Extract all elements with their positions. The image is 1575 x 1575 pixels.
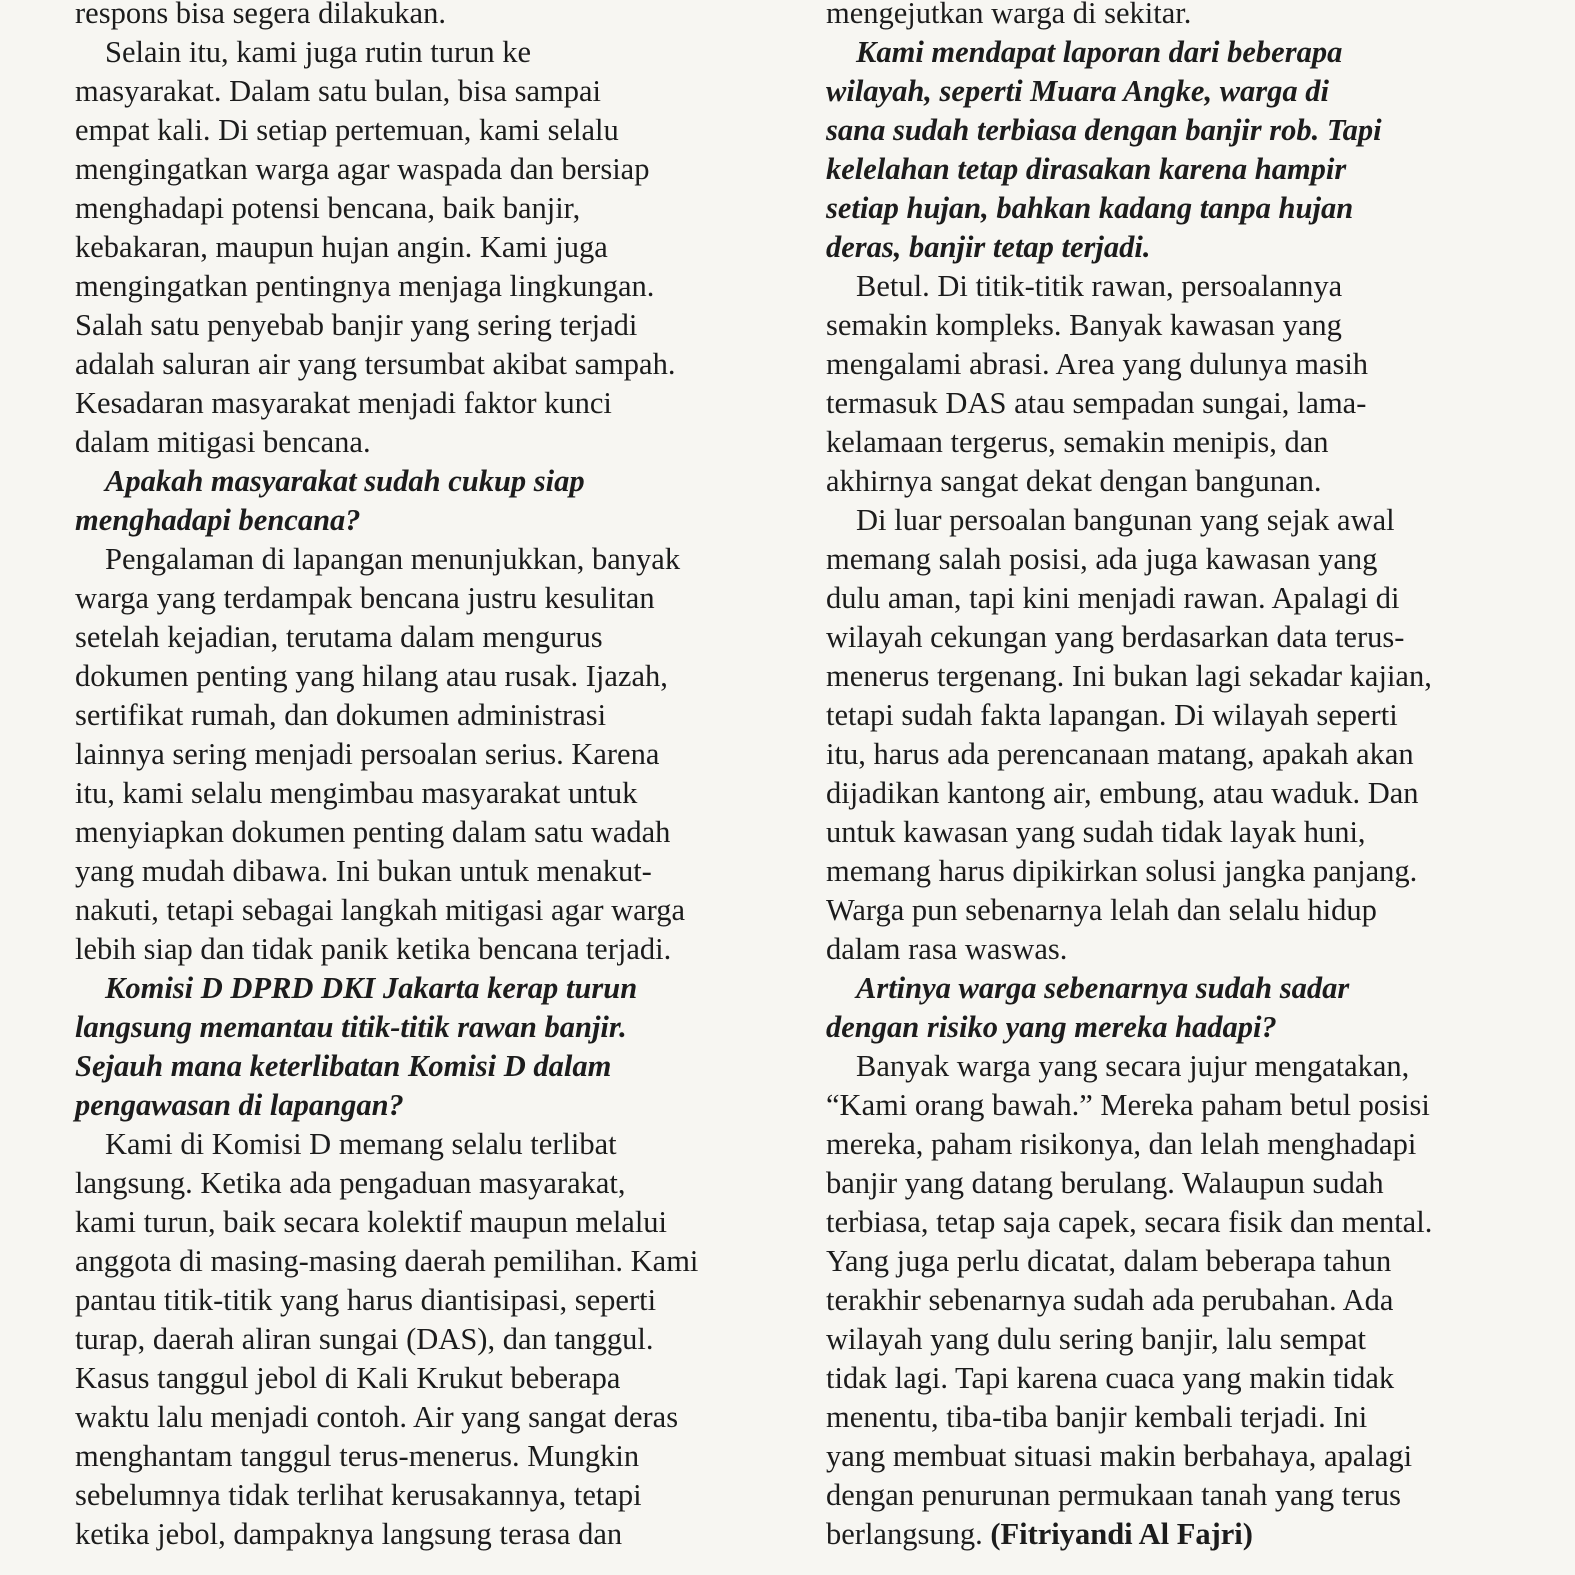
body-text-line (826, 384, 1526, 423)
line-text: akhirnya sangat dekat dengan bangunan. (826, 464, 1322, 498)
body-text-line (75, 423, 775, 462)
body-text-line (75, 267, 775, 306)
line-text: dulu aman, tapi kini menjadi rawan. Apalagi di (826, 581, 1400, 615)
interview-question-line (826, 72, 1526, 111)
line-text: anggota di masing-masing daerah pemilihan. Kami (75, 1244, 699, 1278)
body-text-line (826, 696, 1526, 735)
body-text-line (826, 462, 1526, 501)
body-text-line (826, 306, 1526, 345)
line-text: Sejauh mana keterlibatan Komisi D dalam (75, 1049, 612, 1083)
line-text: menyiapkan dokumen penting dalam satu wadah (75, 815, 671, 849)
body-text-line (826, 852, 1526, 891)
interview-question-line (75, 462, 775, 501)
body-text-line (826, 1242, 1526, 1281)
line-text: dalam mitigasi bencana. (75, 425, 371, 459)
body-text-line (75, 1242, 775, 1281)
body-text-line (75, 657, 775, 696)
body-text-line (75, 1125, 775, 1164)
body-text-line (826, 0, 1526, 33)
body-text-line (75, 72, 775, 111)
line-text: Komisi D DPRD DKI Jakarta kerap turun (105, 971, 638, 1005)
line-text: memang salah posisi, ada juga kawasan yang (826, 542, 1378, 576)
right-column (826, 0, 1526, 1554)
body-text-line (826, 774, 1526, 813)
line-text: langsung memantau titik-titik rawan banjir. (75, 1010, 627, 1044)
body-text-line (75, 579, 775, 618)
line-text: sertifikat rumah, dan dokumen administrasi (75, 698, 607, 732)
line-text: empat kali. Di setiap pertemuan, kami selalu (75, 113, 619, 147)
line-text: termasuk DAS atau sempadan sungai, lama- (826, 386, 1367, 420)
body-text-line (75, 1476, 775, 1515)
body-text-line (826, 1281, 1526, 1320)
interview-question-line (75, 1086, 775, 1125)
interview-question-line (826, 228, 1526, 267)
body-text-line (75, 1359, 775, 1398)
body-text-line (75, 111, 775, 150)
body-text-line (75, 618, 775, 657)
body-text-line (826, 735, 1526, 774)
line-text: banjir yang datang berulang. Walaupun sudah (826, 1166, 1384, 1200)
line-text: pengawasan di lapangan? (75, 1088, 404, 1122)
interview-question-line (826, 150, 1526, 189)
body-text-line (75, 1164, 775, 1203)
body-text-line (75, 813, 775, 852)
line-text: berlangsung. (826, 1517, 983, 1551)
interview-question-line (75, 969, 775, 1008)
line-text: kelamaan tergerus, semakin menipis, dan (826, 425, 1329, 459)
line-text: langsung. Ketika ada pengaduan masyarakat, (75, 1166, 626, 1200)
body-text-line (75, 1398, 775, 1437)
line-text: mengingatkan warga agar waspada dan bersiap (75, 152, 650, 186)
line-text: memang harus dipikirkan solusi jangka panjang. (826, 854, 1418, 888)
line-text: lebih siap dan tidak panik ketika bencana terjadi. (75, 932, 672, 966)
interview-question-line (75, 501, 775, 540)
line-text: menghantam tanggul terus-menerus. Mungkin (75, 1439, 640, 1473)
line-text: kebakaran, maupun hujan angin. Kami juga (75, 230, 608, 264)
body-text-line (826, 267, 1526, 306)
line-text: wilayah yang dulu sering banjir, lalu sempat (826, 1322, 1367, 1356)
line-text: untuk kawasan yang sudah tidak layak huni, (826, 815, 1366, 849)
line-text: semakin kompleks. Banyak kawasan yang (826, 308, 1342, 342)
line-text: menentu, tiba-tiba banjir kembali terjadi. Ini (826, 1400, 1368, 1434)
body-text-line (75, 1281, 775, 1320)
line-text: masyarakat. Dalam satu bulan, bisa sampai (75, 74, 601, 108)
interview-question-line (75, 1008, 775, 1047)
line-text: waktu lalu menjadi contoh. Air yang sangat deras (75, 1400, 679, 1434)
line-text: Kami di Komisi D memang selalu terlibat (105, 1127, 617, 1161)
line-text: dengan risiko yang mereka hadapi? (826, 1010, 1277, 1044)
line-text: sebelumnya tidak terlihat kerusakannya, tetapi (75, 1478, 642, 1512)
body-text-line (826, 1398, 1526, 1437)
line-text: tidak lagi. Tapi karena cuaca yang makin tidak (826, 1361, 1395, 1395)
line-text: Di luar persoalan bangunan yang sejak awal (856, 503, 1395, 537)
body-text-line (826, 501, 1526, 540)
line-text: tetapi sudah fakta lapangan. Di wilayah seperti (826, 698, 1398, 732)
body-text-line (826, 579, 1526, 618)
line-text: yang membuat situasi makin berbahaya, apalagi (826, 1439, 1413, 1473)
body-text-line (826, 1515, 1526, 1554)
body-text-line (75, 774, 775, 813)
body-text-line (75, 852, 775, 891)
line-text: Kasus tanggul jebol di Kali Krukut beberapa (75, 1361, 621, 1395)
body-text-line (826, 540, 1526, 579)
body-text-line (826, 930, 1526, 969)
body-text-line (75, 891, 775, 930)
body-text-line (75, 0, 775, 33)
body-text-line (75, 540, 775, 579)
interview-question-line (75, 1047, 775, 1086)
line-text: menghadapi bencana? (75, 503, 361, 537)
line-text: turap, daerah aliran sungai (DAS), dan tanggul. (75, 1322, 654, 1356)
line-text: wilayah cekungan yang berdasarkan data terus- (826, 620, 1405, 654)
line-text: mengalami abrasi. Area yang dulunya masih (826, 347, 1369, 381)
body-text-line (826, 1086, 1526, 1125)
line-text: terbiasa, tetap saja capek, secara fisik dan mental. (826, 1205, 1433, 1239)
line-text: kami turun, baik secara kolektif maupun melalui (75, 1205, 668, 1239)
interview-question-line (826, 1008, 1526, 1047)
line-text: Kami mendapat laporan dari beberapa (856, 35, 1343, 69)
interview-question-line (826, 111, 1526, 150)
line-text: sana sudah terbiasa dengan banjir rob. Tapi (826, 113, 1382, 147)
line-text: Apakah masyarakat sudah cukup siap (105, 464, 585, 498)
line-text: dengan penurunan permukaan tanah yang terus (826, 1478, 1402, 1512)
line-text: wilayah, seperti Muara Angke, warga di (826, 74, 1330, 108)
body-text-line (75, 228, 775, 267)
line-text: setiap hujan, bahkan kadang tanpa hujan (826, 191, 1354, 225)
body-text-line (75, 150, 775, 189)
line-text: “Kami orang bawah.” Mereka paham betul posisi (826, 1088, 1430, 1122)
line-text: deras, banjir tetap terjadi. (826, 230, 1151, 264)
line-text: Salah satu penyebab banjir yang sering terjadi (75, 308, 638, 342)
body-text-line (75, 189, 775, 228)
body-text-line (826, 1203, 1526, 1242)
body-text-line (826, 1476, 1526, 1515)
body-text-line (826, 1320, 1526, 1359)
line-text: Yang juga perlu dicatat, dalam beberapa tahun (826, 1244, 1392, 1278)
body-text-line (75, 930, 775, 969)
body-text-line (75, 33, 775, 72)
body-text-line (75, 696, 775, 735)
line-text: nakuti, tetapi sebagai langkah mitigasi agar warga (75, 893, 686, 927)
line-text: mengejutkan warga di sekitar. (826, 0, 1192, 30)
body-text-line (826, 891, 1526, 930)
left-column (75, 0, 775, 1554)
line-text: kelelahan tetap dirasakan karena hampir (826, 152, 1347, 186)
line-text: menghadapi potensi bencana, baik banjir, (75, 191, 581, 225)
body-text-line (826, 1125, 1526, 1164)
line-text: terakhir sebenarnya sudah ada perubahan. Ada (826, 1283, 1394, 1317)
body-text-line (826, 1359, 1526, 1398)
line-text: lainnya sering menjadi persoalan serius. Karena (75, 737, 660, 771)
line-text: mereka, paham risikonya, dan lelah menghadapi (826, 1127, 1417, 1161)
line-text: dalam rasa waswas. (826, 932, 1068, 966)
body-text-line (826, 345, 1526, 384)
line-text: itu, harus ada perencanaan matang, apakah akan (826, 737, 1414, 771)
body-text-line (826, 1164, 1526, 1203)
line-text: warga yang terdampak bencana justru kesulitan (75, 581, 655, 615)
line-text: Artinya warga sebenarnya sudah sadar (856, 971, 1350, 1005)
line-text: Kesadaran masyarakat menjadi faktor kunci (75, 386, 612, 420)
interview-question-line (826, 969, 1526, 1008)
body-text-line (75, 1515, 775, 1554)
line-text: itu, kami selalu mengimbau masyarakat untuk (75, 776, 638, 810)
line-text: Warga pun sebenarnya lelah dan selalu hidup (826, 893, 1377, 927)
interview-question-line (826, 189, 1526, 228)
line-text: pantau titik-titik yang harus diantisipasi, seperti (75, 1283, 657, 1317)
body-text-line (826, 813, 1526, 852)
line-text: yang mudah dibawa. Ini bukan untuk menakut- (75, 854, 652, 888)
body-text-line (826, 657, 1526, 696)
line-text: setelah kejadian, terutama dalam mengurus (75, 620, 603, 654)
body-text-line (75, 1437, 775, 1476)
line-text: menerus tergenang. Ini bukan lagi sekadar kajian, (826, 659, 1432, 693)
line-text: Pengalaman di lapangan menunjukkan, banyak (105, 542, 681, 576)
body-text-line (75, 1203, 775, 1242)
line-text: mengingatkan pentingnya menjaga lingkungan. (75, 269, 655, 303)
line-text: Selain itu, kami juga rutin turun ke (105, 35, 532, 69)
body-text-line (826, 423, 1526, 462)
body-text-line (75, 384, 775, 423)
line-text: Banyak warga yang secara jujur mengatakan, (856, 1049, 1410, 1083)
line-text: respons bisa segera dilakukan. (75, 0, 446, 30)
body-text-line (75, 306, 775, 345)
line-text: Betul. Di titik-titik rawan, persoalannya (856, 269, 1343, 303)
body-text-line (75, 735, 775, 774)
body-text-line (826, 1437, 1526, 1476)
body-text-line (75, 1320, 775, 1359)
author-byline: (Fitriyandi Al Fajri) (990, 1517, 1253, 1551)
body-text-line (826, 1047, 1526, 1086)
body-text-line (826, 618, 1526, 657)
line-text: dijadikan kantong air, embung, atau waduk. Dan (826, 776, 1419, 810)
line-text: ketika jebol, dampaknya langsung terasa dan (75, 1517, 623, 1551)
line-text: dokumen penting yang hilang atau rusak. Ijazah, (75, 659, 668, 693)
interview-question-line (826, 33, 1526, 72)
body-text-line (75, 345, 775, 384)
line-text: adalah saluran air yang tersumbat akibat sampah. (75, 347, 676, 381)
